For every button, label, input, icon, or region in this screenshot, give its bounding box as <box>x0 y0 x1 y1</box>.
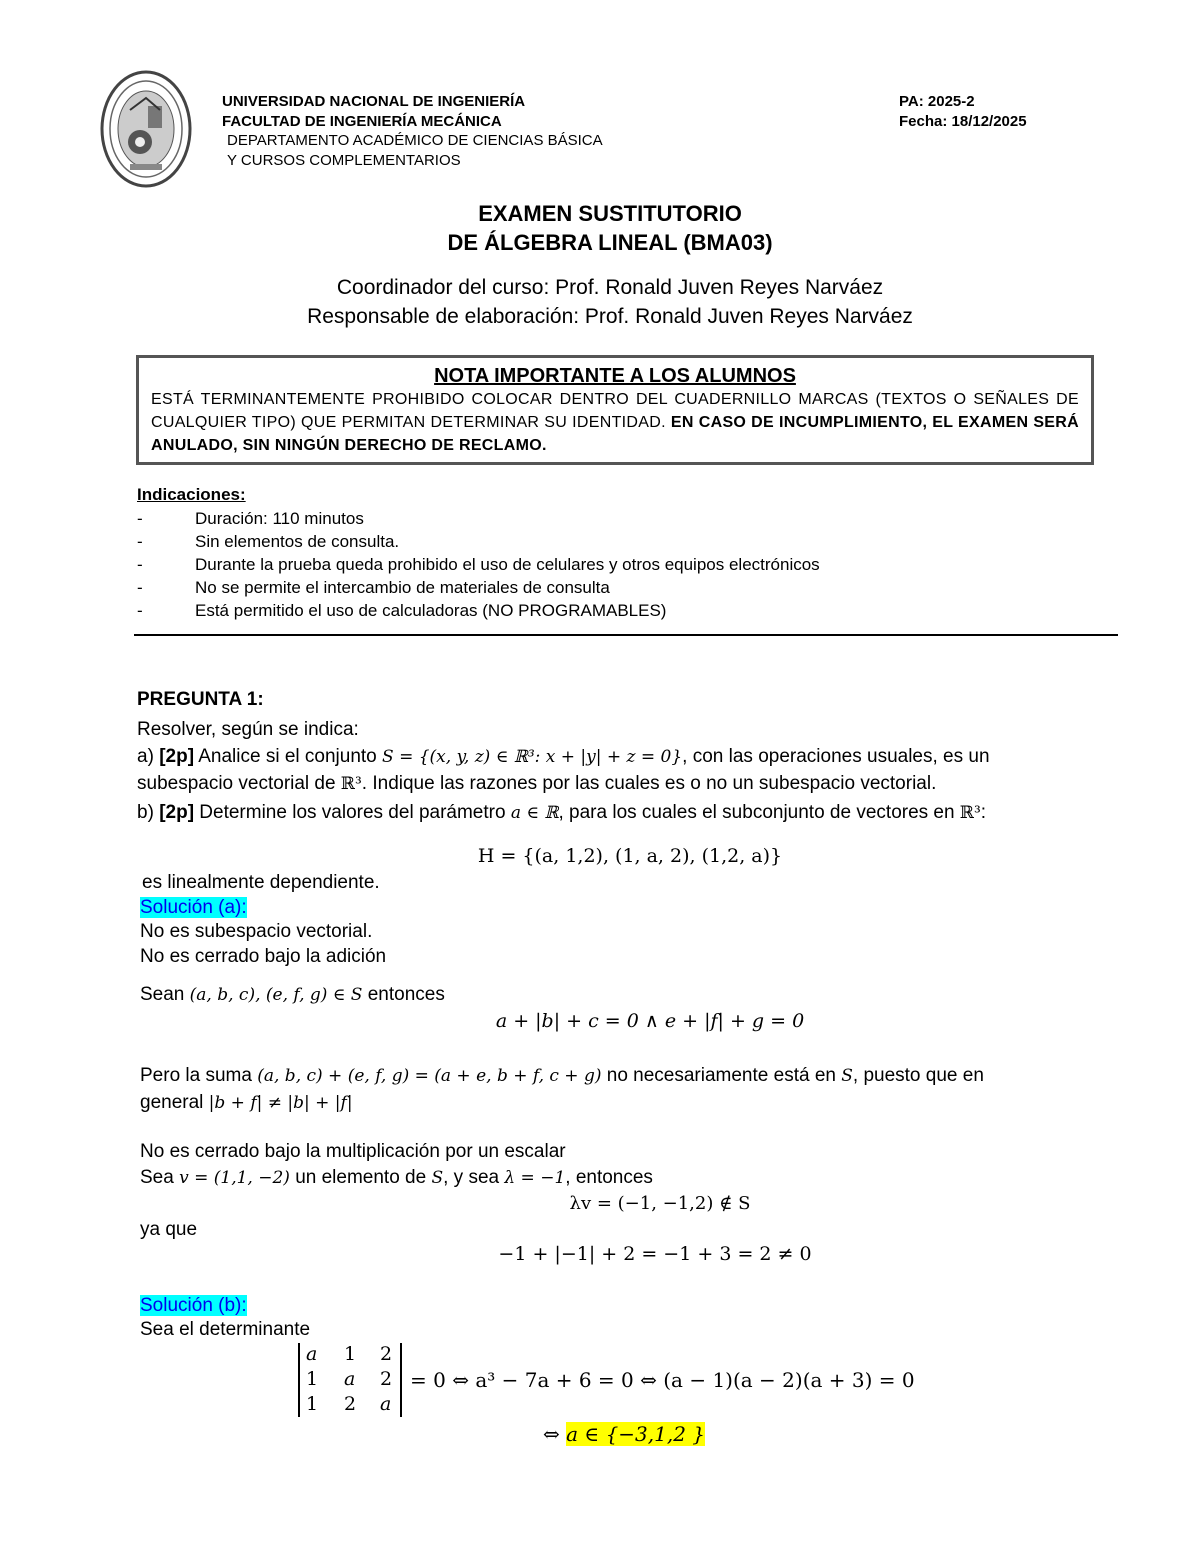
exam-title-line2: DE ÁLGEBRA LINEAL (BMA03) <box>447 230 773 255</box>
list-item: Duración: 110 minutos <box>195 509 364 528</box>
solution-a-general: general |b + f| ≠ |b| + |f| <box>140 1092 353 1113</box>
responsible-line: Responsable de elaboración: Prof. Ronald Juven Reyes Narváez <box>307 305 913 328</box>
solution-a-line1: No es subespacio vectorial. <box>140 921 373 942</box>
matrix-cell: a <box>306 1343 318 1365</box>
solution-a-sean: Sean (a, b, c), (e, f, g) ∈ S entonces <box>140 984 445 1005</box>
list-item: Sin elementos de consulta. <box>195 532 400 551</box>
question-part-a: a) [2p] Analice si el conjunto S = {(x, y, z) ∈ ℝ³: x + |y| + z = 0}, con las operaciones usuales, es un <box>137 746 990 767</box>
list-bullet: - <box>137 601 143 620</box>
department-line2: Y CURSOS COMPLEMENTARIOS <box>227 152 461 169</box>
scalar-equation: λv = (−1, −1,2) ∉ S <box>569 1193 751 1214</box>
exam-date: Fecha: 18/12/2025 <box>899 113 1027 130</box>
matrix-cell: 1 <box>344 1343 357 1365</box>
solution-a-sum: Pero la suma (a, b, c) + (e, f, g) = (a + e, b + f, c + g) no necesariamente está en S, puesto que en <box>140 1065 984 1086</box>
condition-equation: a + |b| + c = 0 ∧ e + |f| + g = 0 <box>495 1010 805 1032</box>
matrix-cell: 2 <box>344 1393 357 1415</box>
solution-a-sea: Sea v = (1,1, −2) un elemento de S, y sea λ = −1, entonces <box>140 1167 653 1188</box>
question-part-b-end: es linealmente dependiente. <box>142 872 380 893</box>
notice-body: ESTÁ TERMINANTEMENTE PROHIBIDO COLOCAR DENTRO DEL CUADERNILLO MARCAS (TEXTOS O SEÑALES DE CUALQUIER TIPO) QUE PERMITAN DETERMINAR SU IDENTIDAD. EN CASO DE INCUMPLIMIENTO, EL EXAMEN SERÁ ANULADO, SIN NINGÚN DERECHO DE RECLAMO. <box>151 391 1079 454</box>
faculty-name: FACULTAD DE INGENIERÍA MECÁNICA <box>222 113 502 130</box>
list-item: No se permite el intercambio de materiales de consulta <box>195 578 610 597</box>
determinant-matrix <box>298 1343 402 1417</box>
matrix-cell: a <box>344 1368 356 1390</box>
solution-a-line2: No es cerrado bajo la adición <box>140 946 387 967</box>
university-name: UNIVERSIDAD NACIONAL DE INGENIERÍA <box>222 93 526 110</box>
final-answer: ⇔ a ∈ {−3,1,2 } <box>543 1422 706 1446</box>
question-heading: PREGUNTA 1: <box>137 689 264 710</box>
solution-b-line1: Sea el determinante <box>140 1319 311 1340</box>
solution-a-line3: No es cerrado bajo la multiplicación por un escalar <box>140 1141 566 1162</box>
list-bullet: - <box>137 555 143 574</box>
matrix-cell: a <box>380 1393 392 1415</box>
exam-title-line1: EXAMEN SUSTITUTORIO <box>478 201 742 226</box>
matrix-cell: 1 <box>306 1393 319 1415</box>
solution-b-label: Solución (b): <box>140 1295 247 1316</box>
list-bullet: - <box>137 509 143 528</box>
section-divider <box>134 634 1118 636</box>
department-line1: DEPARTAMENTO ACADÉMICO DE CIENCIAS BÁSICA <box>227 132 603 149</box>
solution-a-yaque: ya que <box>140 1219 198 1240</box>
determinant-equation: = 0 ⇔ a³ − 7a + 6 = 0 ⇔ (a − 1)(a − 2)(a + 3) = 0 <box>410 1368 915 1392</box>
matrix-cell: 2 <box>380 1343 393 1365</box>
solution-a-label: Solución (a): <box>140 897 247 918</box>
matrix-cell: 1 <box>306 1368 319 1390</box>
coordinator-line: Coordinador del curso: Prof. Ronald Juven Reyes Narváez <box>336 276 884 299</box>
list-bullet: - <box>137 578 143 597</box>
list-item: Durante la prueba queda prohibido el uso de celulares y otros equipos electrónicos <box>195 555 820 574</box>
list-item: Está permitido el uso de calculadoras (NO PROGRAMABLES) <box>195 601 667 620</box>
notice-title: NOTA IMPORTANTE A LOS ALUMNOS <box>434 365 796 387</box>
exam-period: PA: 2025-2 <box>899 93 975 110</box>
matrix-cell: 2 <box>380 1368 393 1390</box>
set-h-equation: H = {(a, 1,2), (1, a, 2), (1,2, a)} <box>477 845 783 867</box>
question-part-b: b) [2p] Determine los valores del parámetro a ∈ ℝ, para los cuales el subconjunto de vectores en ℝ³: <box>137 802 987 823</box>
verification-equation: −1 + |−1| + 2 = −1 + 3 = 2 ≠ 0 <box>498 1243 812 1265</box>
question-intro: Resolver, según se indica: <box>137 719 359 740</box>
important-notice-box <box>136 355 1094 465</box>
list-bullet: - <box>137 532 143 551</box>
university-seal-icon <box>100 70 192 188</box>
indications-heading: Indicaciones: <box>137 485 246 504</box>
question-part-a-cont: subespacio vectorial de ℝ³. Indique las razones por las cuales es o no un subespacio vectorial. <box>137 773 937 794</box>
